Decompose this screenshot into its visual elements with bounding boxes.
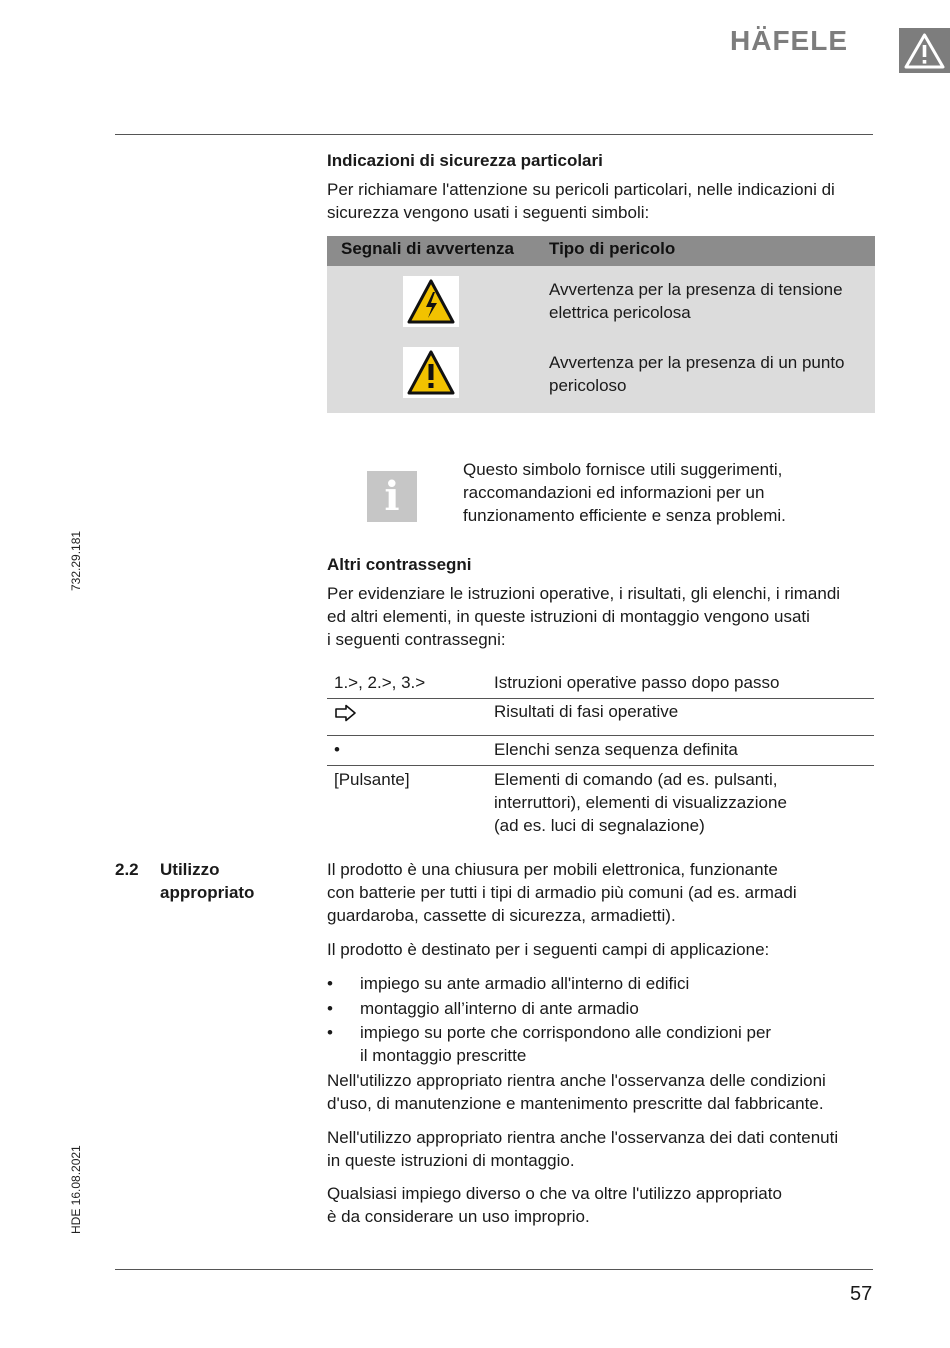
bullet-item: montaggio all’interno di ante armadio — [360, 999, 639, 1018]
doc-date: HDE 16.08.2021 — [69, 1145, 83, 1234]
general-danger-warning-icon — [403, 347, 459, 398]
bullet-item-line1: impiego su porte che corrispondono alle condizioni per — [360, 1023, 772, 1042]
hazard-point-line2: pericoloso — [549, 376, 627, 395]
special-safety-intro-line2: sicurezza vengono usati i seguenti simboli: — [327, 203, 650, 222]
section-p2: Il prodotto è destinato per i seguenti campi di applicazione: — [327, 940, 770, 959]
page-number: 57 — [850, 1283, 873, 1305]
doc-number: 732.29.181 — [69, 530, 83, 591]
col-hazard-type: Tipo di pericolo — [549, 239, 676, 258]
desc-controls-line1: Elementi di comando (ad es. pulsanti, — [494, 770, 778, 789]
warning-table-header — [327, 236, 875, 266]
special-safety-intro-line1: Per richiamare l'attenzione su pericoli particolari, nelle indicazioni di — [327, 180, 835, 199]
mark-steps: 1.>, 2.>, 3.> — [334, 673, 426, 692]
desc-controls-line2: interruttori), elementi di visualizzazione — [494, 793, 787, 812]
info-icon: i — [367, 471, 417, 522]
section-title-line2: appropriato — [160, 883, 255, 902]
bullet-item: impiego su ante armadio all'interno di edifici — [360, 974, 690, 993]
mark-bullet: • — [334, 740, 340, 759]
desc-results: Risultati di fasi operative — [494, 702, 679, 721]
other-marks-intro-line2: ed altri elementi, in queste istruzioni di montaggio vengono usati — [327, 607, 810, 626]
section-p1-line1: Il prodotto è una chiusura per mobili elettronica, funzionante — [327, 860, 778, 879]
hazard-voltage-line1: Avvertenza per la presenza di tensione — [549, 280, 843, 299]
section-p5-line2: è da considerare un uso improprio. — [327, 1207, 590, 1226]
mark-button: [Pulsante] — [334, 770, 410, 789]
desc-steps: Istruzioni operative passo dopo passo — [494, 673, 780, 692]
section-p1-line3: guardaroba, cassette di sicurezza, armadietti). — [327, 906, 676, 925]
table-divider — [327, 735, 874, 736]
bottom-rule — [115, 1269, 873, 1270]
brand-logo: HÄFELE — [730, 25, 848, 56]
section-p4-line1: Nell'utilizzo appropriato rientra anche l'osservanza dei dati contenuti — [327, 1128, 839, 1147]
table-divider — [327, 765, 874, 766]
section-p3-line1: Nell'utilizzo appropriato rientra anche l'osservanza delle condizioni — [327, 1071, 826, 1090]
warning-signs-table — [327, 236, 875, 413]
section-title-line1: Utilizzo — [160, 860, 220, 879]
col-warning-signs: Segnali di avvertenza — [341, 239, 514, 258]
section-p4-line2: in queste istruzioni di montaggio. — [327, 1151, 575, 1170]
top-rule — [115, 134, 873, 135]
desc-lists: Elenchi senza sequenza definita — [494, 740, 738, 759]
info-note-line3: funzionamento efficiente e senza problemi. — [463, 506, 786, 525]
special-safety-heading: Indicazioni di sicurezza particolari — [327, 151, 603, 170]
desc-controls-line3: (ad es. luci di segnalazione) — [494, 816, 705, 835]
other-marks-intro-line1: Per evidenziare le istruzioni operative, i risultati, gli elenchi, i rimandi — [327, 584, 841, 603]
bullet-marker: • — [327, 974, 333, 993]
section-number: 2.2 — [115, 860, 139, 879]
other-marks-heading: Altri contrassegni — [327, 555, 472, 574]
section-p5-line1: Qualsiasi impiego diverso o che va oltre l'utilizzo appropriato — [327, 1184, 782, 1203]
high-voltage-warning-icon — [403, 276, 459, 327]
bullet-marker: • — [327, 1023, 333, 1042]
info-note-line2: raccomandazioni ed informazioni per un — [463, 483, 765, 502]
other-marks-intro-line3: i seguenti contrassegni: — [327, 630, 506, 649]
section-p3-line2: d'uso, di manutenzione e mantenimento prescritte dal fabbricante. — [327, 1094, 824, 1113]
table-divider — [327, 698, 874, 699]
section-p1-line2: con batterie per tutti i tipi di armadio più comuni (ad es. armadi — [327, 883, 797, 902]
hazard-point-line1: Avvertenza per la presenza di un punto — [549, 353, 845, 372]
info-note-line1: Questo simbolo fornisce utili suggerimenti, — [463, 460, 783, 479]
warning-triangle-icon — [899, 28, 950, 73]
hazard-voltage-line2: elettrica pericolosa — [549, 303, 691, 322]
bullet-marker: • — [327, 999, 333, 1018]
bullet-item-line2: il montaggio prescritte — [360, 1046, 527, 1065]
result-arrow-icon — [334, 704, 358, 728]
